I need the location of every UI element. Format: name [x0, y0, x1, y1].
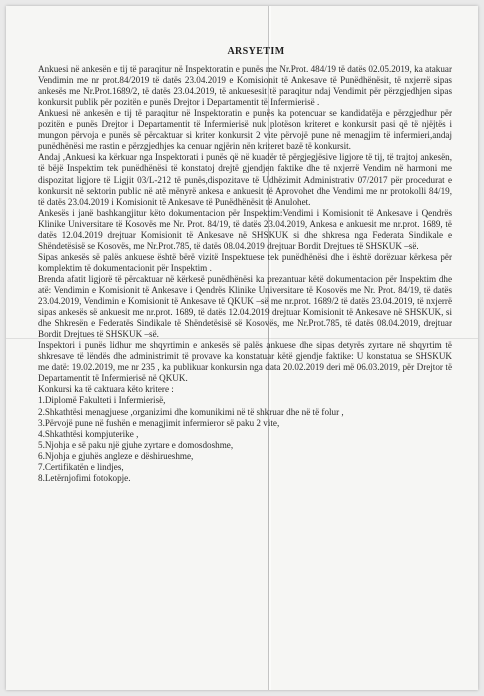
paragraph-complaint-claim: Ankuesi në ankesën e tij të paraqitur në Inspektoratin e punës ka potencuar se kandidatëja e përzgjedhur për pozitën e punës Drejtor i Departamentit të Infermierisë nuk plotëson kriteret e konkursit pasi që të njëjtës i mungon përvoja e punës së përcaktuar si kriter konkursit 2 vite përvojë pune në menagjim të infermieri,andaj punëdhënësi me rastin e përzgjedhjes ka cenuar ngjërin nën kriteret bazë të konkursit. — [38, 108, 452, 152]
paragraph-attached-documents: Ankesës i janë bashkangjitur këto dokumentacion për Inspektim:Vendimi i Komisionit të Ankesave i Qendrës Klinike Universitare të Kosovës me Nr. Prot. 84/19, të datës 23.04.2019, Ankesa e ankuesit me nr.prot. 1689, të datës 12.04.2019 drejtuar Komisionit të Ankesave në SHSKUK si dhe shkresa nga Federata Sindikale e Shëndetësisë se Kosovës, me Nr.Prot.785, të datës 08.04.2019 drejtuar Bordit Drejtues të SHSKUK –së. — [38, 207, 452, 251]
criteria-item: 6.Njohja e gjuhës angleze e dëshirueshme, — [38, 450, 194, 461]
document-body — [38, 46, 452, 484]
criteria-item: 7.Certifikatën e lindjes, — [38, 461, 124, 472]
criteria-item: 4.Shkathtësi kompjuterike , — [38, 428, 139, 439]
document-title: ARSYETIM — [227, 46, 285, 57]
paragraph-complaint-request: Andaj ,Ankuesi ka kërkuar nga Inspektorati i punës që në kuadër të përgjegjësive ligjore të tij, të trajtoj ankesën, të bëjë Inspektim tek punëdhënësi të konstatoj drejtë gjendjen faktike dhe të nxjerrë Vendim në harmoni me dispozitat ligjore të Ligjit 03/L-212 të punës,dispozitave të Udhëzimit Administrativ 07/2017 për procedurat e konkursit në sektorin public në atë mënyrë ankesa e ankuesit të Aprovohet dhe Vendimi me nr protokolli 84/19, të datës 23.04.2019 i Komisionit të Ankesave të Punëdhënësit të Anulohet. — [38, 152, 452, 207]
criteria-item: 5.Njohja e së paku një gjuhe zyrtare e domosdoshme, — [38, 439, 234, 450]
criteria-item: 3.Përvojë pune në fushën e menagjimit infermieror së paku 2 vite, — [38, 417, 280, 428]
criteria-item: 1.Diplomë Fakulteti i Infermierisë, — [38, 395, 166, 406]
criteria-list — [38, 395, 452, 483]
criteria-item: 8.Letërnjofimi fotokopje. — [38, 472, 131, 483]
paragraph-presented-documents: Brenda afatit ligjorë të përcaktuar në kërkesë punëdhënësi ka prezantuar këtë dokumentacion për Inspektim dhe atë: Vendimin e Komisionit të Ankesave i Qendrës Klinike Universitare të Kosovës me Nr. Prot. 84/19, të datës 23.04.2019, Vendimin e Komisionit të Ankesave të QKUK –së me nr.prot. 1689/2 të datës 23.04.2019, të nxjerrë sipas ankesës së ankuesit me nr.prot. 1689, të datës 12.04.2019 drejtuar Komisionit të Ankesave në SHSKUK, si dhe Shkresën e Federatës Sindikale të Shëndetësisë së Kosovës, me Nr.Prot.785, të datës 08.04.2019, drejtuar Bordit Drejtues të SHSKUK –së. — [38, 273, 452, 340]
paragraph-complaint-intro: Ankuesi në ankesën e tij të paraqitur në Inspektoratin e punës me Nr.Prot. 484/19 të datës 02.05.2019, ka atakuar Vendimin me nr prot.84/2019 të datës 23.04.2019 e Komisionit të Ankesave të Punëdhënësit, të nxjerrë sipas ankesës me Nr.Prot.1689/2, të datës 23.04.2019, të ankuesesit të paraqitur ndaj Vendimit për përzgjedhjen sipas konkursit publik për pozitën e punës Drejtor i Departamentit të Infermierisë . — [38, 64, 452, 108]
criteria-item: 2.Shkathtësi menagjuese ,organizimi dhe komunikimi në të shkruar dhe në të folur , — [38, 406, 344, 417]
paragraph-inspector-findings: Inspektori i punës lidhur me shqyrtimin e ankesës së palës ankuese dhe sipas detyrës zyrtare në shqyrtim të shkresave të lëndës dhe administrimit të provave ka konstatuar këtë gjendje faktike: U konstatua se SHSKUK me datë: 19.02.2019, me nr 235 , ka publikuar konkursin nga data 20.02.2019 deri më 06.03.2019, për Drejtor të Departamentit të Infermierisë në QKUK. — [38, 340, 452, 384]
document-page — [6, 6, 478, 690]
paragraph-inspection-visit: Sipas ankesës së palës ankuese është bërë vizitë Inspektuese tek punëdhënësi dhe i është dorëzuar kërkesa për komplektim të dokumentacionit për Inspektim . — [38, 251, 452, 273]
paragraph-criteria-heading: Konkursi ka të caktuara këto kritere : — [38, 384, 174, 395]
